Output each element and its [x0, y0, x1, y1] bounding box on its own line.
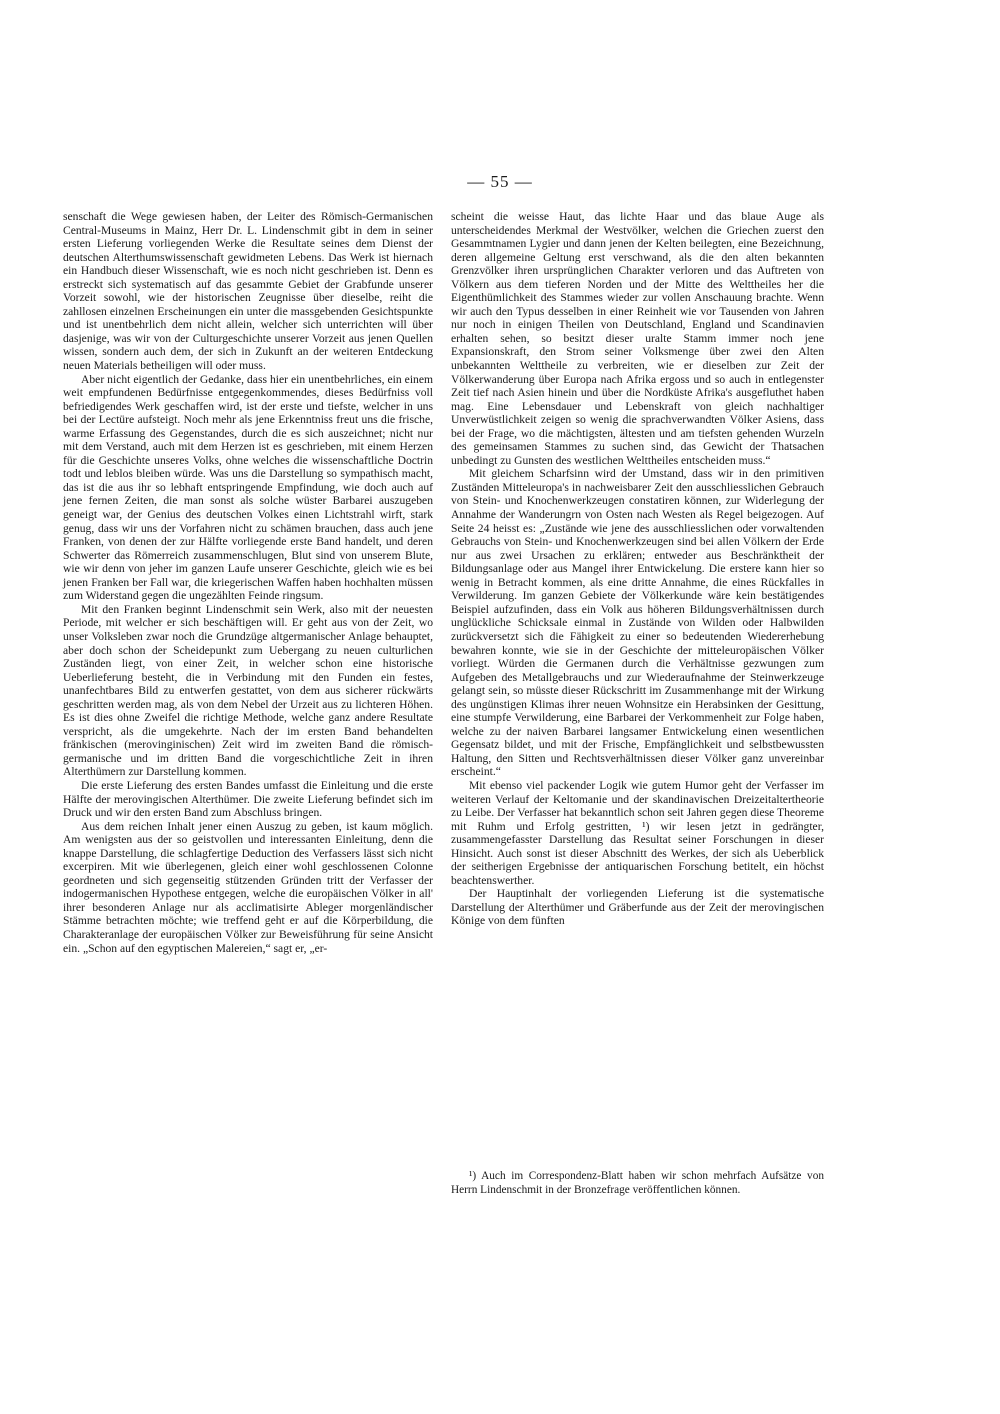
right-column [451, 210, 824, 928]
paragraph: Die erste Lieferung des ersten Bandes umfasst die Einleitung und die erste Hälfte der merovingischen Alterthümer. Die zweite Lieferung befindet sich im Druck und wir den ersten Band zum Abschluss bringen. [63, 778, 433, 820]
footnote-text: ¹) Auch im Correspondenz-Blatt haben wir schon mehrfach Aufsätze von Herrn Lindenschmit in der Bronzefrage veröffentlichen können. [451, 1170, 824, 1196]
footnote [451, 1170, 824, 1197]
paragraph: senschaft die Wege gewiesen haben, der Leiter des Römisch-Germanischen Central-Museums in Mainz, Herr Dr. L. Lindenschmit gibt in dem in seiner ersten Lieferung vorliegenden Werke die Resultate seines dem Dienst der deutschen Alterthumswissenschaft gewidmeten Lebens. Das Werk ist hiernach ein Handbuch dieser Wissenschaft, wie es noch nicht geschrieben ist. Denn es erstreckt sich systematisch auf das gesammte Gebiet der Grabfunde unserer Vorzeit sowohl, wie der historischen Zeugnisse über dieselbe, reiht die zahllosen einzelnen Erscheinungen ein unter die massgebenden Gesichtspunkte und ist unentbehrlich dem nicht allein, welcher sich unterrichten will über dasjenige, was wir von der Culturgeschichte unserer Vorzeit aus jenen Quellen wissen, sondern auch dem, der sich in Zukunft an der weiteren Entdeckung neuen Materials betheiligen will oder muss. [63, 210, 433, 373]
left-column [63, 210, 433, 955]
paragraph: Aus dem reichen Inhalt jener einen Auszug zu geben, ist kaum möglich. Am wenigsten aus der so geistvollen und interessanten Einleitung, denn die knappe Darstellung, die schlagfertige Deduction des Verfassers lässt sich nicht excerpiren. Mit wie überlegenen, gleich einer wohl geschlossenen Colonne geordneten und sich gegenseitig stützenden Gründen tritt der Verfasser der indogermanischen Hypothese entgegen, welche die europäischen Völker in all' ihrer besonderen Anlage nur als acclimatisirte Ableger morgenländischer Stämme betrachten möchte; wie treffend geht er auf die Körperbildung, die Charakteranlage der europäischen Völker zur Beweisführung für seine Ansicht ein. „Schon auf den egyptischen Malereien,“ sagt er, „er- [63, 819, 433, 955]
paragraph: Mit gleichem Scharfsinn wird der Umstand, dass wir in den primitiven Zuständen Mitteleuropa's in nachweisbarer Zeit den ausschliesslichen Gebrauch von Stein- und Knochenwerkzeugen constatiren können, zur Widerlegung der Annahme der Wanderungrn von Osten nach Westen als Regel beigezogen. Auf Seite 24 heisst es: „Zustände wie jene des ausschliesslichen oder vorwaltenden Gebrauchs von Stein- und Knochenwerkzeugen sind bei allen Völkern der Erde nur aus zwei Ursachen zu erklären; entweder aus Beschränktheit der Bildungsanlage oder aus Mangel ihrer Entwickelung. Die erstere kann hier so wenig in Betracht kommen, als eine dritte Annahme, die eines Rückfalles in Verwilderung. Im ganzen Gebiete der Völkerkunde wäre kein bestätigendes Beispiel aufzufinden, dass ein Volk aus höheren Bildungsverhältnissen durch unglückliche Schicksale einmal in Zustände von Wilden oder Halbwilden zurückversetzt sich die Fähigkeit zu einer so bedeutenden Wiedererhebung bewahren konnte, wie sie in der Geschichte der mitteleuropäischen Völker vorliegt. Würden die Germanen durch die Verhältnisse gezwungen zum Aufgeben des Metallgebrauchs und zur Wiederaufnahme der Steinwerkzeuge gelangt sein, so müsste dieser Rückschritt im Zusammenhange mit der Wirkung des ungünstigen Klimas ihrer neuen Wohnsitze ein Herabsinken der Gesittung, eine stumpfe Verwilderung, eine Barbarei der Verkommenheit zur Folge haben, welche zu der naiven Barbarei langsamer Entwickelung einen wesentlichen Gegensatz bildet, und mit der Frische, Empfänglichkeit und selbstbewussten Haltung, den Sitten und Rechtsverhältnissen dieser Völker ganz unvereinbar erscheint.“ [451, 467, 824, 779]
paragraph: Mit ebenso viel packender Logik wie gutem Humor geht der Verfasser im weiteren Verlauf der Keltomanie und der skandinavischen Dreizeitaltertheorie zu Leibe. Der Verfasser hat bekanntlich schon seit Jahren gegen diese Theoreme mit Ruhm und Erfolg gestritten, ¹) wir lesen jetzt in gedrängter, zusammengefasster Darstellung das Resultat seiner Forschungen in dieser Hinsicht. Auch sonst ist dieser Abschnitt des Werkes, der sich als Ueberblick der seitherigen Ergebnisse der antiquarischen Forschung betitelt, ein höchst beachtenswerther. [451, 778, 824, 887]
paragraph: scheint die weisse Haut, das lichte Haar und das blaue Auge als unterscheidendes Merkmal der Westvölker, welchen die Griechen zuerst den Gesammtnamen Lygier und dann jenen der Kelten beilegten, eine Bezeichnung, deren allgemeine Geltung erst verschwand, als die den alten bekannten Grenzvölker ihren ursprünglichen Charakter verloren und das Auftreten von Völkern aus dem tieferen Norden und der Mitte des Welttheiles her die Eigenthümlichkeit des Stammes wieder zur vollen Anschauung brachte. Wenn wir auch den Typus desselben in einer Reinheit wie vor Tausenden von Jahren nur noch in einigen Theilen von Deutschland, England und Scandinavien erhalten sehen, so besitzt dieser uralte Stamm immer noch jene Expansionskraft, den Strom seiner Volksmenge über zwei den Alten unbekannten Welttheile zu verbreiten, wie er dieselben zur Zeit der Völkerwanderung über Europa nach Afrika ergoss und so auch in entlegenster Zeit tief nach Asien hinein und über die Nordküste Afrika's ausgefluthet haben mag. Eine Lebensdauer und Lebenskraft von gleich nachhaltiger Unverwüstlichkeit zeigen so wenig die sprachverwandten Völker Asiens, dass bei der Frage, wo die mächtigsten, ältesten und am tiefsten gehenden Wurzeln des gemeinsamen Stammes zu suchen sind, das Gewicht der Thatsachen unbedingt zu Gunsten des westlichen Welttheiles entscheiden muss.“ [451, 210, 824, 467]
paragraph: Aber nicht eigentlich der Gedanke, dass hier ein unentbehrliches, ein einem weit empfundenen Bedürfnisse entgegenkommendes, dieses Bedürfniss voll befriedigendes Werk geschaffen wird, ist der erste und tiefste, welcher in uns bei der Lectüre aufsteigt. Noch mehr als jene Erkenntniss freut uns die frische, warme Erfassung des Gegenstandes, durch die es sich auszeichnet; nicht nur mit dem Verstand, auch mit dem Herzen ist es geschrieben, mit einem Herzen für die Geschichte unseres Volks, ohne welches die wissenschaftliche Doctrin todt und leblos bleiben würde. Was uns die Darstellung so sympathisch macht, das ist die aus ihr so lebhaft entspringende Empfindung, wie doch auch auf jene fernen Zeiten, die man sonst als solche wüster Barbarei auszugeben geneigt war, der Genius des deutschen Volkes einen Lichtstrahl wirft, stark genug, dass wir uns der Vorfahren nicht zu schämen brauchen, dass auch jene Franken, von denen der zur Hälfte vorliegende erste Band handelt, und deren Schwerter das Römerreich zusammenschlugen, Blut sind von unserem Blute, wie wir denn von jeher im ganzen Laufe unserer Geschichte, gleich wie es bei jenen Franken ber Fall war, die kriegerischen Waffen haben hochhalten müssen zum Widerstand gegen die ungezählten Feinde ringsum. [63, 372, 433, 603]
paragraph: Der Hauptinhalt der vorliegenden Lieferung ist die systematische Darstellung der Alterthümer und Gräberfunde aus der Zeit der merovingischen Könige von dem fünften [451, 887, 824, 928]
page-number: — 55 — [467, 172, 533, 191]
paragraph: Mit den Franken beginnt Lindenschmit sein Werk, also mit der neuesten Periode, mit welcher er sich beschäftigen will. Er geht aus von der Zeit, wo unser Volksleben zwar noch die Grundzüge altgermanischer Anlage behauptet, aber doch schon der Scheidepunkt zum Uebergang zu neuen culturlichen Zuständen liegt, von einer Zeit, in welcher schon eine historische Ueberlieferung besteht, die in Verbindung mit den Funden ein festes, unanfechtbares Bild zu entwerfen gestattet, von dem aus sicherer rückwärts geschritten werden mag, als von dem Nebel der Urzeit aus zu lichteren Höhen. Es ist dies ohne Zweifel die richtige Methode, welche ganz andere Resultate verspricht, als die umgekehrte. Nach der im ersten Band behandelten fränkischen (merovinginischen) Zeit wird im zweiten Band die römisch-germanische und im dritten Band die vorgeschichtliche Zeit in ihren Alterthümern zur Darstellung kommen. [63, 602, 433, 779]
